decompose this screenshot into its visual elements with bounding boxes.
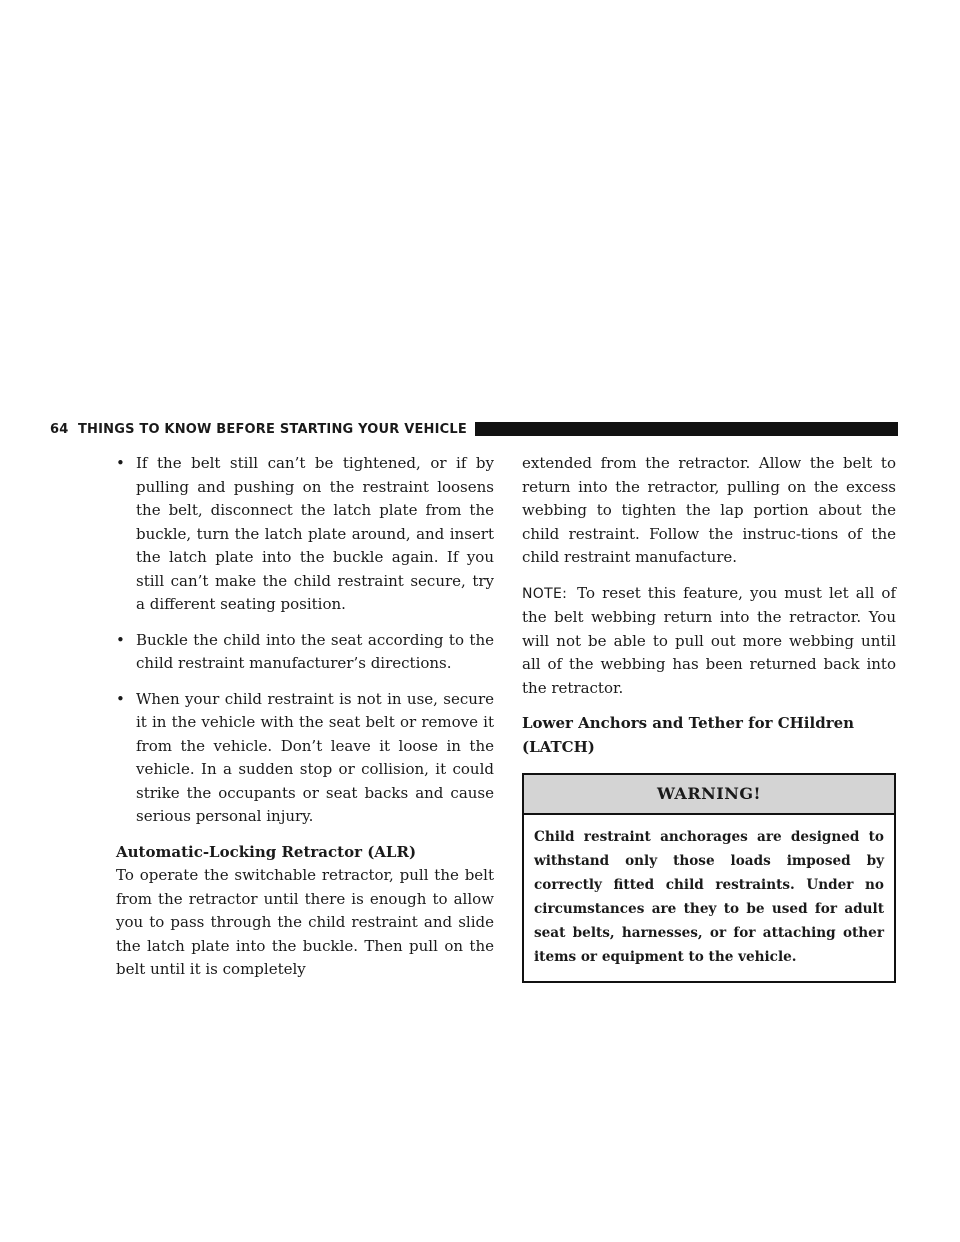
warning-body: Child restraint anchorages are designed to withstand only those loads imposed by correctly fitted child restraints. Under no circumstances are they to be used for adult seat belts, harnesses, or for attaching other items or equipment to the vehicle. — [534, 829, 884, 965]
left-column — [116, 452, 494, 994]
warning-box — [522, 773, 896, 983]
bullet-icon: • — [116, 689, 125, 708]
continuation-paragraph: extended from the retractor. Allow the belt to return into the retractor, pulling on the excess webbing to tighten the lap portion about the child restraint. Follow the instruc-tions of the child restraint manufacture. — [522, 454, 896, 566]
bullet-icon: • — [116, 630, 125, 649]
right-column — [522, 452, 896, 983]
bullet-item — [116, 452, 494, 617]
bullet-item — [116, 629, 494, 676]
bullet-text: Buckle the child into the seat according to the child restraint manufacturer’s directions. — [136, 630, 494, 672]
latch-heading: Lower Anchors and Tether for CHildren (LATCH) — [522, 714, 855, 756]
note-label: NOTE: — [522, 585, 568, 602]
note-text: To reset this feature, you must let all of the belt webbing return into the retractor. You will not be able to pull out more webbing until all of the webbing has been returned back into the retractor. — [522, 583, 896, 697]
warning-title: WARNING! — [524, 775, 894, 815]
page-number: 64 — [50, 421, 69, 437]
chapter-title: THINGS TO KNOW BEFORE STARTING YOUR VEHICLE — [77, 421, 467, 437]
alr-heading: Automatic-Locking Retractor (ALR) — [116, 842, 417, 861]
note-paragraph — [522, 582, 896, 701]
bullet-text: When your child restraint is not in use, secure it in the vehicle with the seat belt or remove it from the vehicle. Don’t leave it loose in the vehicle. In a sudden stop or collision, it could strike the occupants or seat backs and cause serious personal injury. — [136, 689, 494, 825]
page-header — [50, 418, 898, 440]
alr-paragraph: To operate the switchable retractor, pull the belt from the retractor until there is enough to allow you to pass through the child restraint and slide the latch plate into the buckle. Then pull on the belt until it is completely — [116, 866, 494, 978]
bullet-item — [116, 688, 494, 829]
bullet-icon: • — [116, 454, 125, 472]
page-header-text — [50, 422, 467, 437]
bullet-text: If the belt still can’t be tightened, or if by pulling and pushing on the restraint loosens the belt, disconnect the latch plate from the buckle, turn the latch plate around, and insert the latch plate into the buckle again. If you still can’t make the child restraint secure, try a different seating position. — [136, 454, 494, 613]
header-rule — [475, 422, 898, 436]
